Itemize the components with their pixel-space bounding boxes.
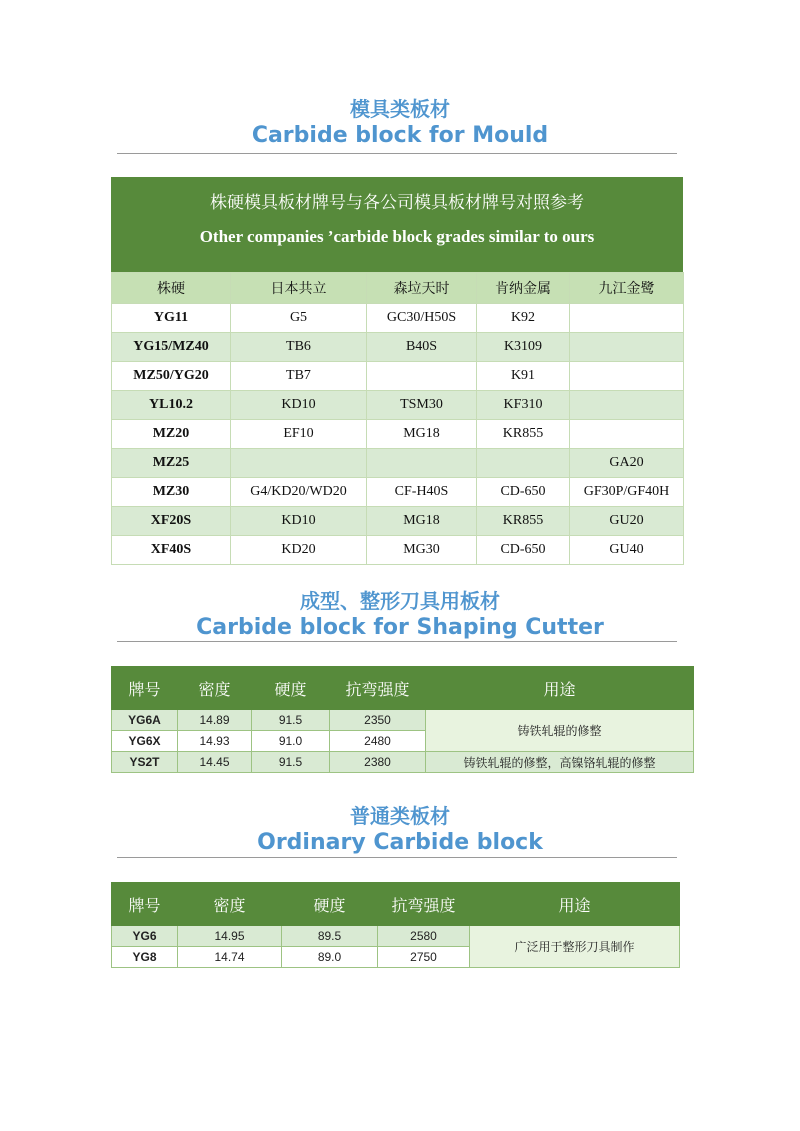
table-cell: 14.95 [178, 926, 282, 947]
table-row [112, 478, 684, 507]
shaping-cutter-table [111, 666, 693, 773]
grade-cell: YG8 [112, 947, 178, 968]
properties-grid [111, 882, 680, 968]
section-title-en: Ordinary Carbide block [257, 830, 543, 855]
table-cell: 14.89 [178, 710, 252, 731]
table-cell: TB7 [231, 362, 367, 391]
grade-cell: MZ30 [112, 478, 231, 507]
table-cell: G4/KD20/WD20 [231, 478, 367, 507]
table-cell: 2580 [378, 926, 470, 947]
table-cell: 14.74 [178, 947, 282, 968]
usage-cell: 铸铁轧辊的修整 [426, 710, 694, 752]
table-row [112, 449, 684, 478]
table-title-zh: 株硬模具板材牌号与各公司模具板材牌号对照参考 [210, 193, 584, 213]
grade-cell: XF40S [112, 536, 231, 565]
ordinary-block-table [111, 882, 679, 968]
table-cell: 2480 [330, 731, 426, 752]
table-cell: GU40 [570, 536, 684, 565]
grade-cell: YL10.2 [112, 391, 231, 420]
section-title-zh: 成型、整形刀具用板材 [300, 589, 500, 613]
table-cell: KD10 [231, 391, 367, 420]
section-divider [117, 153, 677, 154]
column-header: 牌号 [112, 667, 178, 710]
table-cell: 89.5 [282, 926, 378, 947]
column-header: 密度 [178, 883, 282, 926]
section-title-zh: 模具类板材 [350, 97, 450, 121]
grade-cell: YG6A [112, 710, 178, 731]
column-header: 用途 [470, 883, 680, 926]
table-cell: GU20 [570, 507, 684, 536]
table-cell: 89.0 [282, 947, 378, 968]
column-header: 硬度 [282, 883, 378, 926]
grade-cell: YG11 [112, 304, 231, 333]
table-cell: G5 [231, 304, 367, 333]
table-cell [570, 391, 684, 420]
table-header-banner [111, 177, 683, 272]
table-cell: K91 [477, 362, 570, 391]
column-header: 森垃天时 [367, 273, 477, 304]
table-cell [570, 420, 684, 449]
table-cell: B40S [367, 333, 477, 362]
section-title-shaping-cutter [0, 588, 800, 642]
column-header: 硬度 [252, 667, 330, 710]
grade-cell: MZ25 [112, 449, 231, 478]
column-header: 密度 [178, 667, 252, 710]
column-header: 用途 [426, 667, 694, 710]
table-cell: GA20 [570, 449, 684, 478]
column-header: 抗弯强度 [330, 667, 426, 710]
column-header-row [112, 273, 684, 304]
column-header-row [112, 667, 694, 710]
table-row [112, 362, 684, 391]
table-cell: 14.45 [178, 752, 252, 773]
properties-grid [111, 666, 694, 773]
table-cell [367, 449, 477, 478]
table-cell: GC30/H50S [367, 304, 477, 333]
usage-cell: 铸铁轧辊的修整，高镍铬轧辊的修整 [426, 752, 694, 773]
table-cell: EF10 [231, 420, 367, 449]
column-header: 九江金鹭 [570, 273, 684, 304]
table-row [112, 391, 684, 420]
grade-cell: YG6 [112, 926, 178, 947]
table-cell [367, 362, 477, 391]
table-row [112, 333, 684, 362]
table-row [112, 752, 694, 773]
section-title-mould [0, 96, 800, 150]
grade-cell: YG6X [112, 731, 178, 752]
table-cell: 2350 [330, 710, 426, 731]
column-header: 株硬 [112, 273, 231, 304]
table-cell [477, 449, 570, 478]
column-header: 肯纳金属 [477, 273, 570, 304]
table-cell [570, 333, 684, 362]
table-row [112, 304, 684, 333]
table-row [112, 926, 680, 947]
table-cell: CD-650 [477, 478, 570, 507]
section-divider [117, 857, 677, 858]
table-cell: 2750 [378, 947, 470, 968]
grade-comparison-grid [111, 272, 684, 565]
table-cell: K92 [477, 304, 570, 333]
table-cell: 91.5 [252, 752, 330, 773]
table-cell: KR855 [477, 507, 570, 536]
table-cell: KD10 [231, 507, 367, 536]
grade-cell: XF20S [112, 507, 231, 536]
table-cell: CF-H40S [367, 478, 477, 507]
column-header-row [112, 883, 680, 926]
table-row [112, 507, 684, 536]
table-cell: 91.0 [252, 731, 330, 752]
mould-grades-table [111, 177, 683, 565]
column-header: 牌号 [112, 883, 178, 926]
table-cell: MG18 [367, 420, 477, 449]
table-cell: KD20 [231, 536, 367, 565]
grade-cell: YG15/MZ40 [112, 333, 231, 362]
table-cell [570, 304, 684, 333]
usage-cell: 广泛用于整形刀具制作 [470, 926, 680, 968]
table-cell: 91.5 [252, 710, 330, 731]
table-cell: KF310 [477, 391, 570, 420]
table-cell: KR855 [477, 420, 570, 449]
column-header: 日本共立 [231, 273, 367, 304]
table-cell: MG30 [367, 536, 477, 565]
table-cell [231, 449, 367, 478]
grade-cell: MZ20 [112, 420, 231, 449]
section-title-en: Carbide block for Mould [251, 123, 549, 148]
table-cell: 14.93 [178, 731, 252, 752]
section-title-en: Carbide block for Shaping Cutter [196, 615, 604, 640]
table-cell: 2380 [330, 752, 426, 773]
table-title-en: Other companies ’carbide block grades similar to ours [199, 227, 595, 246]
section-title-zh: 普通类板材 [350, 804, 450, 828]
section-divider [117, 641, 677, 642]
grade-cell: YS2T [112, 752, 178, 773]
table-cell: CD-650 [477, 536, 570, 565]
table-cell: MG18 [367, 507, 477, 536]
table-cell: K3109 [477, 333, 570, 362]
table-row [112, 420, 684, 449]
column-header: 抗弯强度 [378, 883, 470, 926]
table-row [112, 536, 684, 565]
grade-cell: MZ50/YG20 [112, 362, 231, 391]
table-cell: TSM30 [367, 391, 477, 420]
table-row [112, 710, 694, 731]
table-cell: GF30P/GF40H [570, 478, 684, 507]
table-cell [570, 362, 684, 391]
section-title-ordinary [0, 803, 800, 857]
table-cell: TB6 [231, 333, 367, 362]
